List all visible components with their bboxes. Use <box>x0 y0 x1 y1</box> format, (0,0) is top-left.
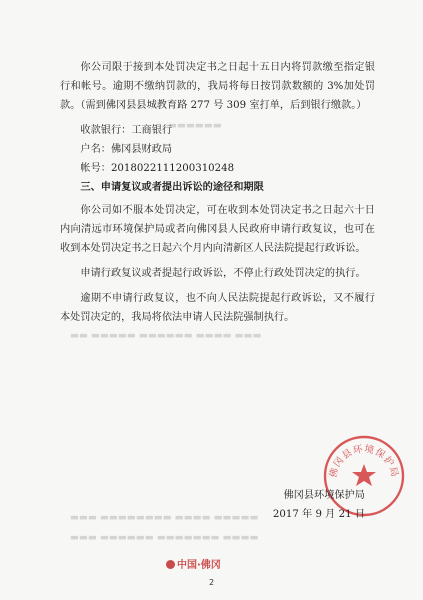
svg-text:佛冈县环境保护局: 佛冈县环境保护局 <box>327 443 401 479</box>
signature-block <box>273 486 365 524</box>
watermark-logo-icon <box>166 560 175 569</box>
no-suspend-paragraph: 申请行政复议或者提起行政诉讼，不停止行政处罚决定的执行。 <box>80 268 366 279</box>
payment-paragraph: 你公司限于接到本处罚决定书之日起十五日内将罚款缴至指定银行和帐号。逾期不缴纳罚款的，我局将每日按罚款数额的 3%加处罚款。（需到佛冈县县城教育路 277 号 309 室打单，后到银行缴款。） <box>60 62 375 111</box>
enforcement-paragraph: 逾期不申请行政复议，也不向人民法院提起行政诉讼，又不履行本处罚决定的，我局将依法申请人民法院强制执行。 <box>60 293 375 323</box>
issue-date: 2017 年 9 月 21 日 <box>272 509 365 520</box>
bleed-through-text: ▬▬▬▬▬▬ <box>168 120 222 131</box>
bleed-through-text: ▬▬ ▬▬▬▬▬ ▬▬▬▬▬▬ ▬▬▬▬ ▬▬▬ <box>70 330 262 341</box>
account-name-line: 户名：佛冈县财政局 <box>80 144 173 155</box>
body-text <box>60 58 375 327</box>
issuing-agency: 佛冈县环境保护局 <box>283 490 365 501</box>
bank-line: 收款银行：工商银行 <box>80 125 173 136</box>
section-heading: 三、申请复议或者提出诉讼的途径和期限 <box>80 181 264 193</box>
page-number: 2 <box>208 578 215 587</box>
bleed-through-text: ▬▬▬ ▬▬▬▬▬▬▬▬ ▬▬▬▬ ▬▬▬▬▬ <box>70 512 259 523</box>
site-watermark <box>166 556 221 571</box>
bleed-through-text: ▬▬▬ ▬▬▬▬▬▬ ▬▬▬▬▬▬▬ ▬▬▬▬ <box>70 532 259 543</box>
watermark-text: 中国·佛冈 <box>177 560 221 571</box>
review-paragraph: 你公司如不服本处罚决定，可在收到本处罚决定书之日起六十日内向清远市环境保护局或者向佛冈县人民政府申请行政复议，也可在收到本处罚决定书之日起六个月内向清新区人民法院提起行政诉讼。 <box>60 205 375 254</box>
account-number-line: 帐号：2018022111200310248 <box>80 163 235 174</box>
